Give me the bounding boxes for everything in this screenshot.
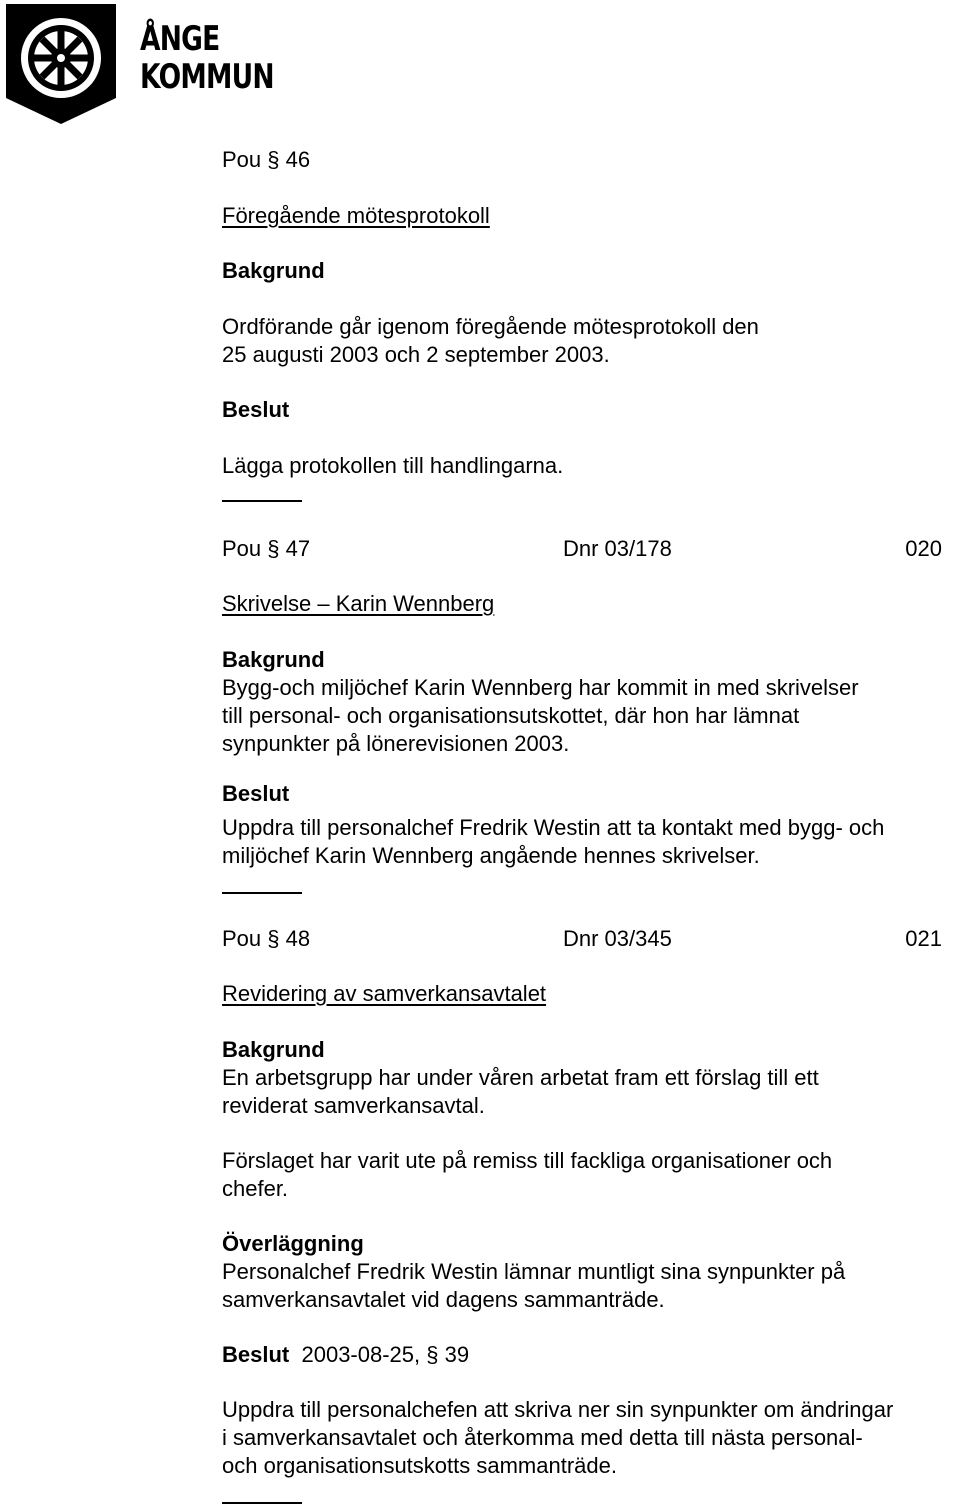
section-47-beslut-line: Uppdra till personalchef Fredrik Westin att ta kontakt med bygg- och: [222, 815, 885, 840]
section-48-bakgrund-line: chefer.: [222, 1176, 289, 1201]
section-46-beslut-label: Beslut: [222, 397, 290, 422]
section-48-bakgrund-line: En arbetsgrupp har under våren arbetat fram ett förslag till ett: [222, 1065, 819, 1090]
section-48-bakgrund-line: Förslaget har varit ute på remiss till fackliga organisationer och: [222, 1148, 833, 1173]
section-47-heading: Pou § 47: [222, 536, 311, 561]
section-48-code: 021: [905, 926, 942, 951]
section-46-beslut-text: Lägga protokollen till handlingarna.: [222, 453, 564, 478]
section-47-bakgrund-line: Bygg-och miljöchef Karin Wennberg har kommit in med skrivelser: [222, 675, 859, 700]
section-divider: [222, 500, 302, 502]
section-48-bakgrund-line: reviderat samverkansavtal.: [222, 1093, 485, 1118]
logo-text-kommun: KOMMUN: [140, 57, 274, 97]
wheel-shield-icon: [2, 2, 120, 126]
section-46-heading: Pou § 46: [222, 147, 311, 172]
section-48-beslut-row: [222, 1341, 469, 1369]
section-48-bakgrund-label: Bakgrund: [222, 1037, 325, 1062]
section-48-heading: Pou § 48: [222, 926, 311, 951]
section-48-beslut-line: och organisationsutskotts sammanträde.: [222, 1453, 617, 1478]
section-48-overlaggning-line: samverkansavtalet vid dagens sammanträde.: [222, 1287, 665, 1312]
section-48-beslut-line: i samverkansavtalet och återkomma med detta till nästa personal-: [222, 1425, 863, 1450]
section-46-bakgrund-label: Bakgrund: [222, 258, 325, 283]
section-46-title: Föregående mötesprotokoll: [222, 203, 490, 228]
section-47-bakgrund-line: synpunkter på lönerevisionen 2003.: [222, 731, 570, 756]
section-divider: [222, 1502, 302, 1504]
section-47-beslut-label: Beslut: [222, 781, 290, 806]
section-48-beslut-label: Beslut: [222, 1342, 290, 1367]
section-47-code: 020: [905, 536, 942, 561]
section-48-overlaggning-line: Personalchef Fredrik Westin lämnar muntligt sina synpunkter på: [222, 1259, 846, 1284]
section-48-beslut-line: Uppdra till personalchefen att skriva ner sin synpunkter om ändringar: [222, 1397, 894, 1422]
section-47-title: Skrivelse – Karin Wennberg: [222, 591, 495, 616]
section-46-bakgrund-line: Ordförande går igenom föregående mötesprotokoll den: [222, 314, 759, 339]
section-48-beslut-ref: 2003-08-25, § 39: [301, 1342, 470, 1367]
section-48-title: Revidering av samverkansavtalet: [222, 981, 547, 1006]
section-48-overlaggning-label: Överläggning: [222, 1231, 364, 1256]
municipality-logo: [0, 0, 274, 130]
section-46-bakgrund-line: 25 augusti 2003 och 2 september 2003.: [222, 342, 610, 367]
logo-text-ange: ÅNGE: [140, 19, 220, 59]
section-47-beslut-line: miljöchef Karin Wennberg angående hennes skrivelser.: [222, 843, 760, 868]
section-divider: [222, 892, 302, 894]
section-48-dnr: Dnr 03/345: [563, 926, 672, 951]
section-47-bakgrund-label: Bakgrund: [222, 647, 325, 672]
section-47-bakgrund-line: till personal- och organisationsutskottet, där hon har lämnat: [222, 703, 800, 728]
section-47-dnr: Dnr 03/178: [563, 536, 672, 561]
